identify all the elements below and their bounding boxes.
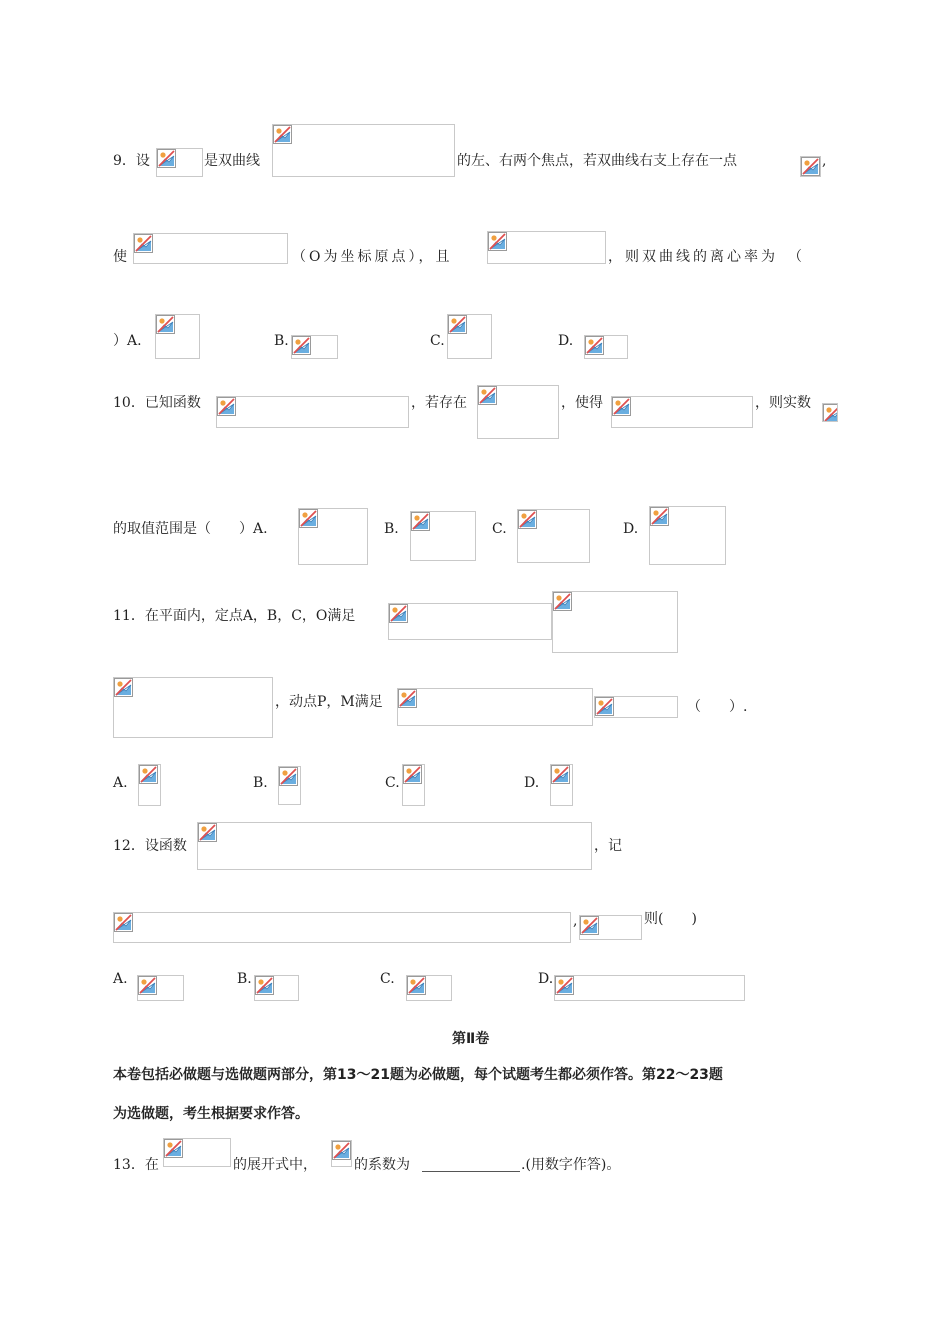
- q13-text: 的展开式中，: [233, 1157, 317, 1173]
- option-b-label: B.: [237, 971, 252, 987]
- formula-image: [822, 403, 838, 422]
- formula-image: [291, 335, 338, 359]
- q11-number: 11．在平面内，定点A，B，C，O满足: [113, 608, 356, 624]
- formula-image: [552, 591, 678, 653]
- broken-image-icon: [273, 125, 292, 144]
- broken-image-icon: [478, 386, 497, 405]
- option-c-label: C.: [385, 775, 400, 791]
- q9-text: （O为坐标原点），且: [292, 249, 453, 265]
- broken-image-icon: [488, 232, 507, 251]
- broken-image-icon: [255, 976, 274, 995]
- formula-image: [138, 764, 161, 806]
- broken-image-icon: [292, 336, 311, 355]
- broken-image-icon: [518, 510, 537, 529]
- q11-text: ，动点P，M满足: [275, 694, 383, 710]
- broken-image-icon: [114, 678, 133, 697]
- formula-image: [402, 764, 425, 806]
- formula-image: [410, 511, 476, 561]
- formula-image: [397, 688, 593, 726]
- q12-text: 则( ): [644, 911, 697, 927]
- q10-text: ，使得: [561, 395, 603, 411]
- q12-text: ,: [573, 913, 578, 929]
- formula-image: [517, 509, 590, 563]
- broken-image-icon: [398, 689, 417, 708]
- formula-image: [800, 156, 821, 177]
- option-d-label: D.: [524, 775, 540, 791]
- broken-image-icon: [595, 697, 614, 716]
- q9-text: 的左、右两个焦点，若双曲线右支上存在一点: [457, 153, 737, 169]
- formula-image: [406, 975, 452, 1001]
- q13-text: .(用数字作答)。: [521, 1157, 621, 1173]
- section-instructions: 为选做题，考生根据要求作答。: [113, 1106, 309, 1122]
- broken-image-icon: [389, 604, 408, 623]
- broken-image-icon: [332, 1141, 351, 1160]
- broken-image-icon: [555, 976, 574, 995]
- formula-image: [487, 231, 606, 264]
- formula-image: [447, 314, 492, 359]
- q10-text: ，则实数: [755, 395, 811, 411]
- formula-image: [278, 766, 301, 805]
- q12-number: 12．设函数: [113, 838, 187, 854]
- broken-image-icon: [198, 823, 217, 842]
- q9-text: ）A.: [113, 333, 142, 349]
- broken-image-icon: [164, 1139, 183, 1158]
- formula-image: [163, 1138, 231, 1167]
- q10-number: 10．已知函数: [113, 395, 201, 411]
- broken-image-icon: [217, 397, 236, 416]
- broken-image-icon: [156, 315, 175, 334]
- formula-image: [137, 975, 184, 1001]
- section-title: 第Ⅱ卷: [452, 1031, 490, 1047]
- broken-image-icon: [801, 157, 820, 176]
- formula-image: [156, 148, 203, 177]
- formula-image: [584, 335, 628, 359]
- option-a-label: A.: [113, 775, 128, 791]
- q12-text: ，记: [594, 838, 622, 854]
- formula-image: [155, 314, 200, 359]
- broken-image-icon: [580, 916, 599, 935]
- formula-image: [272, 124, 455, 177]
- q13-number: 13．在: [113, 1157, 159, 1173]
- q9-text: ，则双曲线的离心率为 （: [608, 249, 805, 265]
- broken-image-icon: [553, 592, 572, 611]
- broken-image-icon: [411, 512, 430, 531]
- option-a-label: A.: [113, 971, 128, 987]
- broken-image-icon: [823, 404, 838, 422]
- section-instructions: 本卷包括必做题与选做题两部分，第13～21题为必做题，每个试题考生都必须作答。第22～23题: [113, 1067, 723, 1083]
- broken-image-icon: [448, 315, 467, 334]
- option-b-label: B.: [274, 333, 289, 349]
- broken-image-icon: [612, 397, 631, 416]
- formula-image: [298, 508, 368, 565]
- formula-image: [649, 506, 726, 565]
- q11-text: （ ）.: [687, 699, 748, 715]
- option-c-label: C.: [380, 971, 395, 987]
- broken-image-icon: [138, 976, 157, 995]
- broken-image-icon: [551, 765, 570, 784]
- broken-image-icon: [299, 509, 318, 528]
- broken-image-icon: [157, 149, 176, 168]
- option-b-label: B.: [253, 775, 268, 791]
- broken-image-icon: [650, 507, 669, 526]
- broken-image-icon: [407, 976, 426, 995]
- formula-image: [554, 975, 745, 1001]
- formula-image: [113, 912, 571, 943]
- q13-text: 的系数为: [354, 1157, 410, 1173]
- formula-image: [331, 1140, 352, 1167]
- q9-text: 是双曲线: [204, 153, 260, 169]
- formula-image: [388, 603, 552, 640]
- option-b-label: B.: [384, 521, 399, 537]
- answer-blank[interactable]: [422, 1171, 520, 1172]
- formula-image: [113, 677, 273, 738]
- formula-image: [197, 822, 592, 870]
- formula-image: [254, 975, 299, 1001]
- formula-image: [216, 396, 409, 428]
- q10-text: ，若存在: [411, 395, 467, 411]
- option-d-label: D.: [558, 333, 574, 349]
- broken-image-icon: [403, 765, 422, 784]
- formula-image: [477, 385, 559, 439]
- q9-number: 9．设: [113, 153, 150, 169]
- formula-image: [594, 696, 678, 718]
- broken-image-icon: [279, 767, 298, 786]
- option-c-label: C.: [492, 521, 507, 537]
- option-c-label: C.: [430, 333, 445, 349]
- broken-image-icon: [585, 336, 604, 355]
- formula-image: [550, 764, 573, 806]
- q9-text: ,: [822, 153, 827, 169]
- broken-image-icon: [114, 913, 133, 932]
- formula-image: [579, 915, 642, 940]
- broken-image-icon: [134, 234, 153, 253]
- broken-image-icon: [139, 765, 158, 784]
- option-d-label: D.: [538, 971, 554, 987]
- formula-image: [133, 233, 288, 264]
- q10-text: 的取值范围是（ ）A.: [113, 521, 268, 537]
- formula-image: [611, 396, 753, 428]
- option-d-label: D.: [623, 521, 639, 537]
- q9-text: 使: [113, 249, 127, 265]
